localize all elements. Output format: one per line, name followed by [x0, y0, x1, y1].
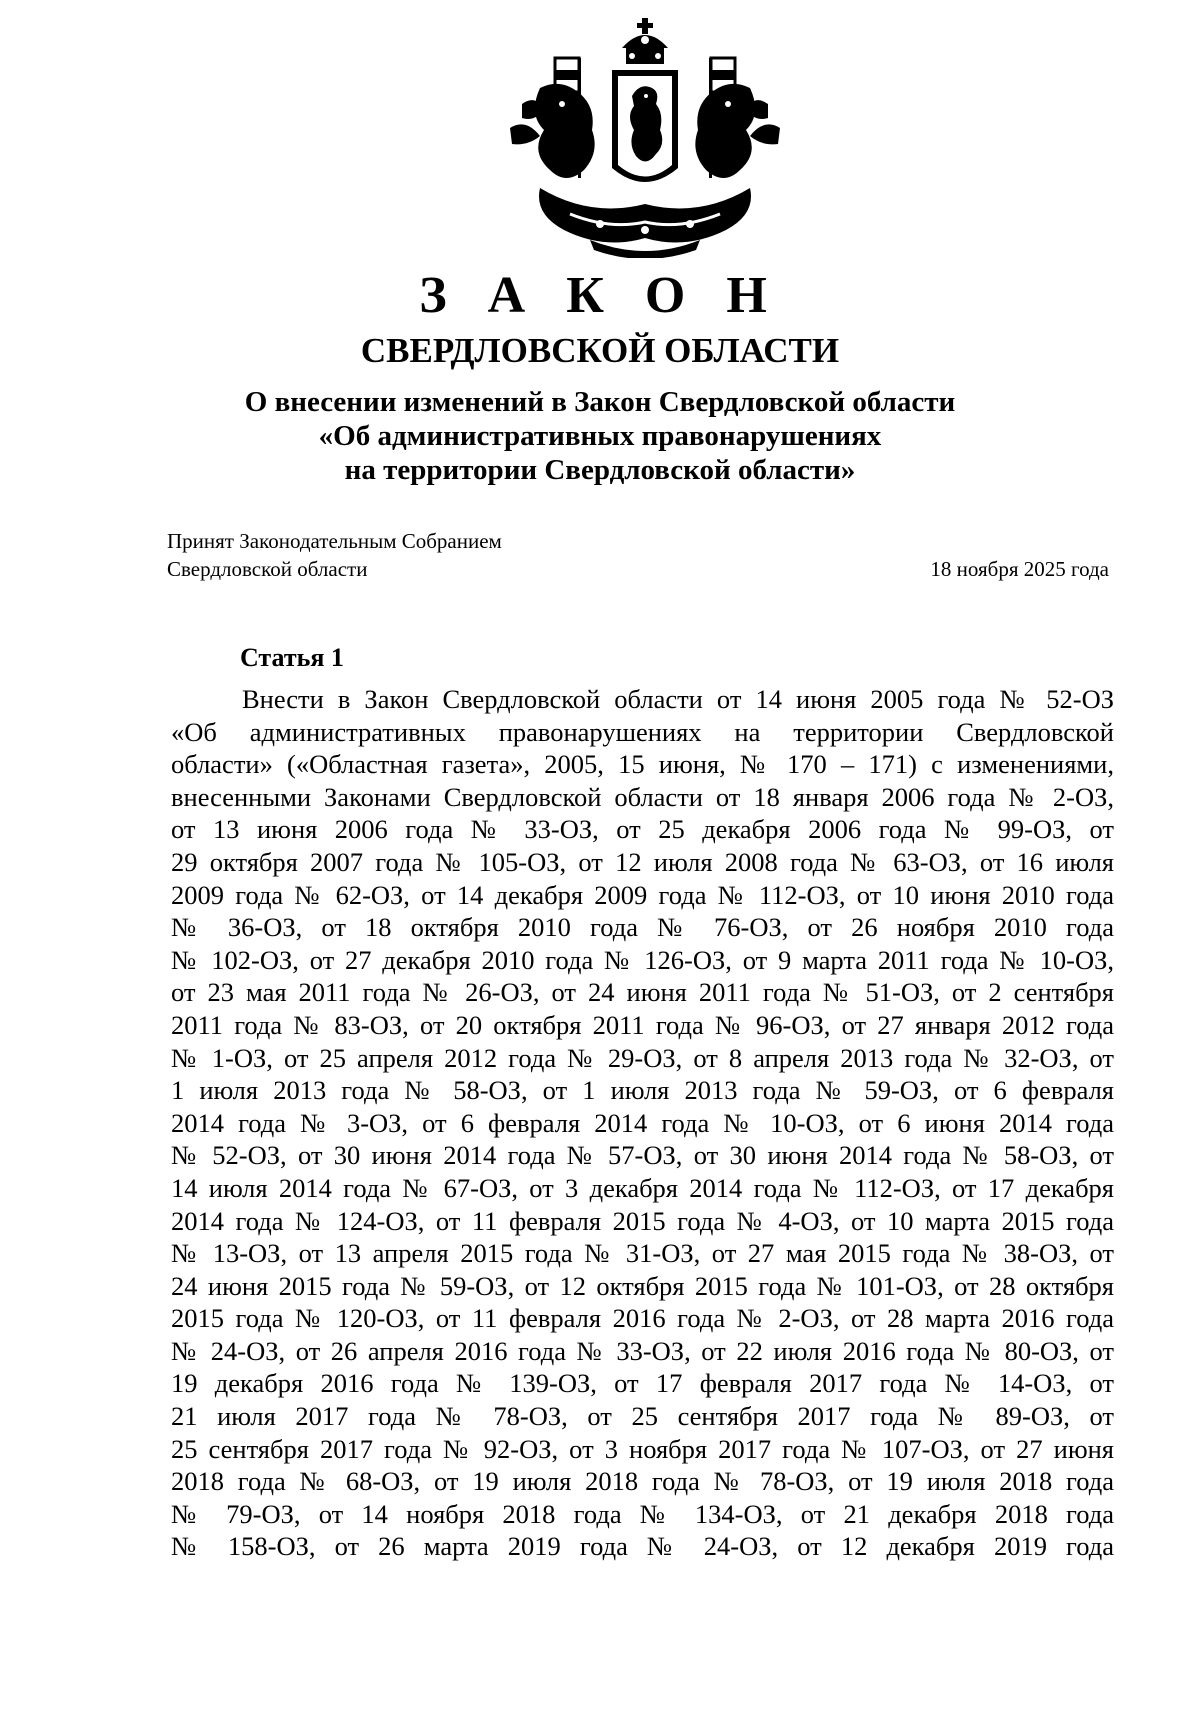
body-line: 1 июля 2013 года № 58-ОЗ, от 1 июля 2013 года № 59-ОЗ, от 6 февраля — [171, 1075, 1114, 1106]
law-heading: З А К О Н — [419, 267, 781, 324]
body-line: внесенными Законами Свердловской области от 18 января 2006 года № 2-ОЗ, — [171, 781, 1114, 812]
adoption-line: Свердловской области — [167, 557, 368, 581]
body-line: от 13 июня 2006 года № 33-ОЗ, от 25 декабря 2006 года № 99-ОЗ, от — [171, 814, 1114, 845]
adoption-line: Принят Законодательным Собранием — [167, 529, 502, 553]
body-line: 24 июня 2015 года № 59-ОЗ, от 12 октября 2015 года № 101-ОЗ, от 28 октября — [171, 1270, 1114, 1301]
article-heading: Статья 1 — [240, 643, 344, 672]
body-line: 21 июля 2017 года № 78-ОЗ, от 25 сентября 2017 года № 89-ОЗ, от — [171, 1401, 1114, 1432]
body-line: Внести в Закон Свердловской области от 14 июня 2005 года № 52-ОЗ — [242, 684, 1114, 714]
body-line: № 102-ОЗ, от 27 декабря 2010 года № 126-ОЗ, от 9 марта 2011 года № 10-ОЗ, — [171, 944, 1114, 975]
body-line: области» («Областная газета», 2005, 15 июня, № 170 – 171) с изменениями, — [171, 749, 1114, 780]
body-line: № 158-ОЗ, от 26 марта 2019 года № 24-ОЗ, от 12 декабря 2019 года — [171, 1531, 1114, 1562]
body-line: № 36-ОЗ, от 18 октября 2010 года № 76-ОЗ, от 26 ноября 2010 года — [171, 912, 1114, 943]
law-title-line: на территории Свердловской области» — [344, 454, 856, 486]
article-body — [171, 683, 1114, 1563]
law-title-line: «Об административных правонарушениях — [318, 420, 882, 452]
body-line: 14 июля 2014 года № 67-ОЗ, от 3 декабря 2014 года № 112-ОЗ, от 17 декабря — [171, 1172, 1114, 1203]
body-line: 2014 года № 3-ОЗ, от 6 февраля 2014 года № 10-ОЗ, от 6 июня 2014 года — [171, 1107, 1114, 1138]
body-line: 2009 года № 62-ОЗ, от 14 декабря 2009 года № 112-ОЗ, от 10 июня 2010 года — [171, 879, 1114, 910]
body-line: 25 сентября 2017 года № 92-ОЗ, от 3 ноября 2017 года № 107-ОЗ, от 27 июня — [171, 1433, 1114, 1464]
body-line: 2014 года № 124-ОЗ, от 11 февраля 2015 года № 4-ОЗ, от 10 марта 2015 года — [171, 1205, 1114, 1236]
coat-of-arms-emblem — [500, 18, 790, 258]
body-line: № 52-ОЗ, от 30 июня 2014 года № 57-ОЗ, от 30 июня 2014 года № 58-ОЗ, от — [171, 1140, 1114, 1171]
law-title-line: О внесении изменений в Закон Свердловской области — [244, 386, 956, 418]
body-line: № 79-ОЗ, от 14 ноября 2018 года № 134-ОЗ, от 21 декабря 2018 года — [171, 1498, 1114, 1529]
body-line: от 23 мая 2011 года № 26-ОЗ, от 24 июня 2011 года № 51-ОЗ, от 2 сентября — [171, 977, 1114, 1008]
body-line: 29 октября 2007 года № 105-ОЗ, от 12 июля 2008 года № 63-ОЗ, от 16 июля — [171, 846, 1114, 877]
body-line: 2011 года № 83-ОЗ, от 20 октября 2011 года № 96-ОЗ, от 27 января 2012 года — [171, 1009, 1114, 1040]
body-line: «Об административных правонарушениях на территории Свердловской — [171, 716, 1114, 747]
body-line: 2018 года № 68-ОЗ, от 19 июля 2018 года № 78-ОЗ, от 19 июля 2018 года — [171, 1466, 1114, 1497]
body-line: 19 декабря 2016 года № 139-ОЗ, от 17 февраля 2017 года № 14-ОЗ, от — [171, 1368, 1114, 1399]
body-line: № 13-ОЗ, от 13 апреля 2015 года № 31-ОЗ, от 27 мая 2015 года № 38-ОЗ, от — [171, 1238, 1114, 1269]
adoption-date: 18 ноября 2025 года — [930, 557, 1109, 581]
coat-of-arms-icon — [500, 18, 790, 258]
adoption-notice — [167, 527, 502, 583]
body-line: № 1-ОЗ, от 25 апреля 2012 года № 29-ОЗ, от 8 апреля 2013 года № 32-ОЗ, от — [171, 1042, 1114, 1073]
body-line: № 24-ОЗ, от 26 апреля 2016 года № 33-ОЗ, от 22 июля 2016 года № 80-ОЗ, от — [171, 1335, 1114, 1366]
law-title — [0, 385, 1200, 487]
region-heading: СВЕРДЛОВСКОЙ ОБЛАСТИ — [360, 331, 840, 370]
body-line: 2015 года № 120-ОЗ, от 11 февраля 2016 года № 2-ОЗ, от 28 марта 2016 года — [171, 1303, 1114, 1334]
